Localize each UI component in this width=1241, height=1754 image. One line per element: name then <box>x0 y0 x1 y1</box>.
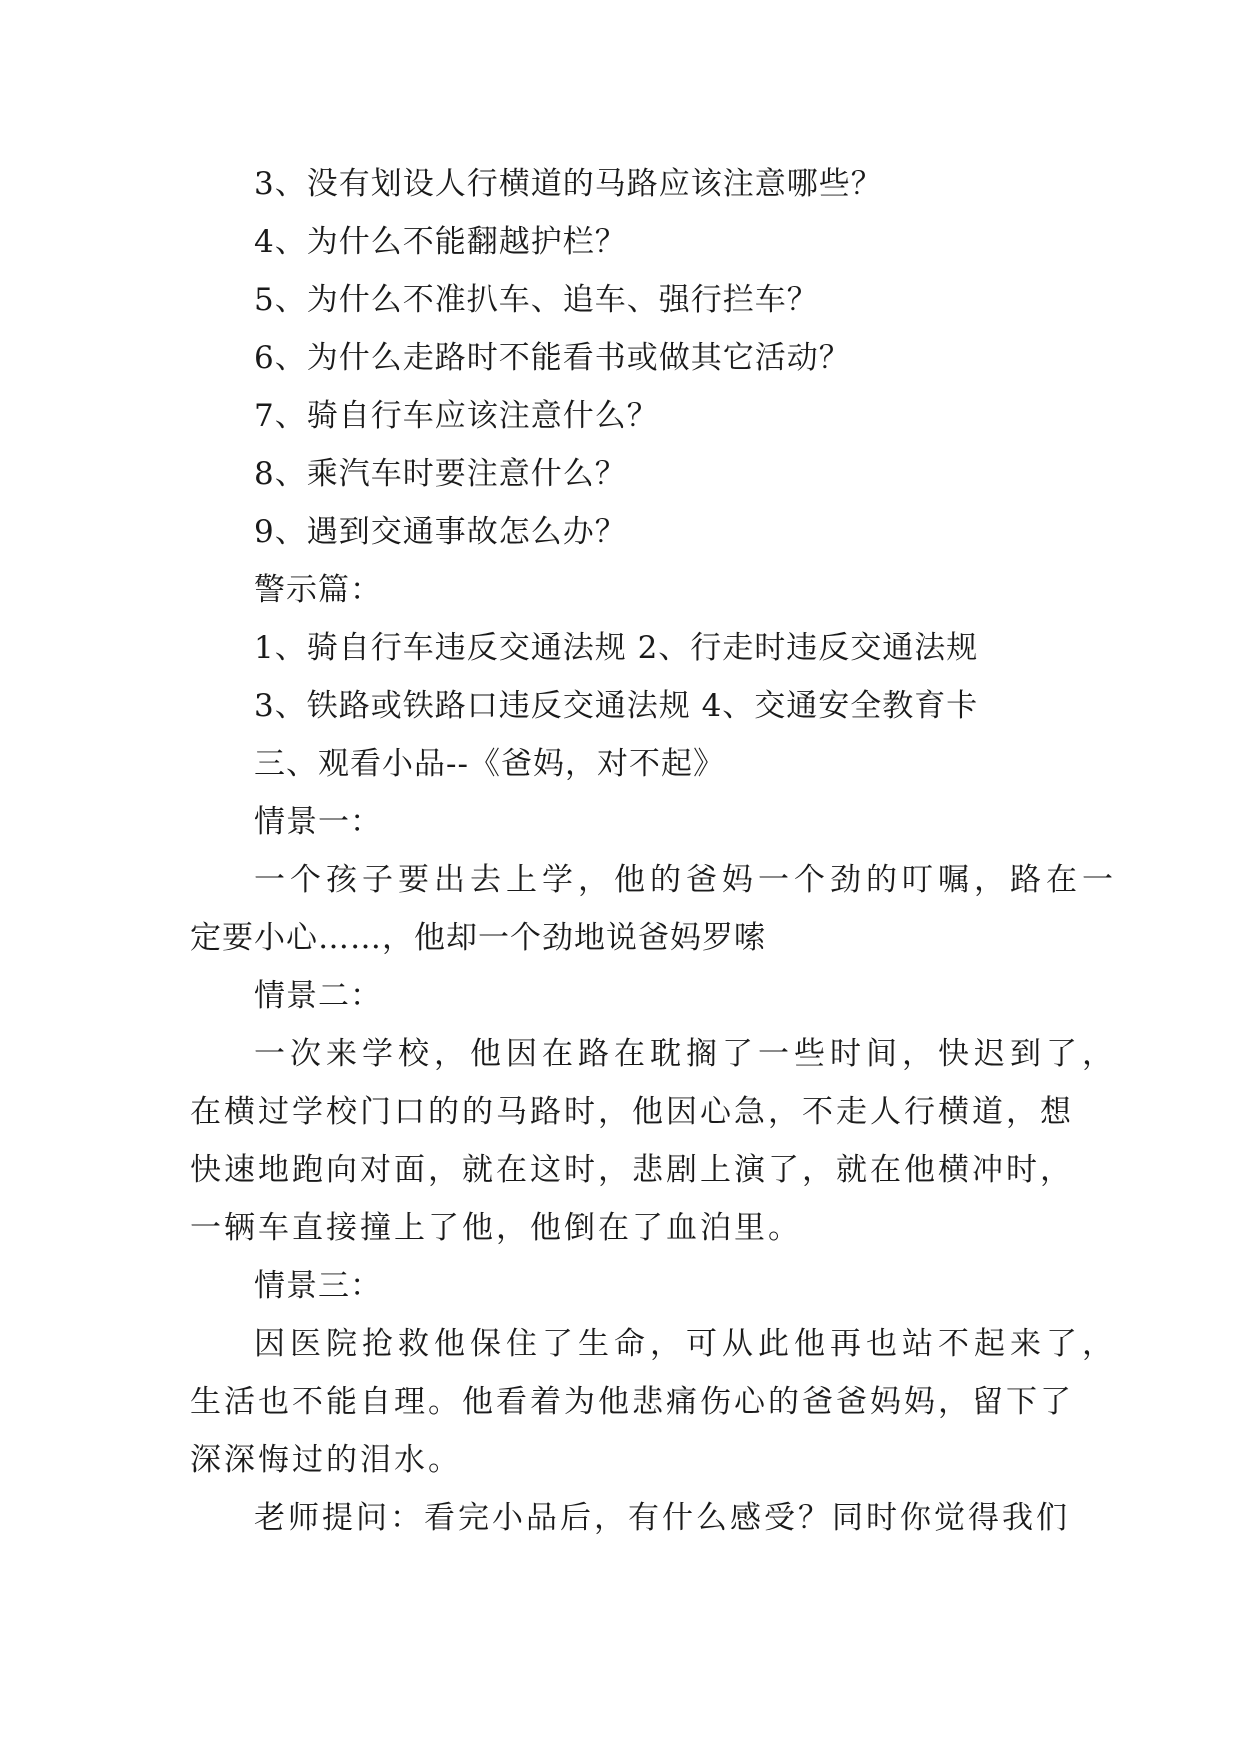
scene-2-text: 一次来学校，他因在路在耽搁了一些时间，快迟到了， <box>254 1036 1118 1072</box>
scene-1-text: 定要小心……，他却一个劲地说爸妈罗嗦 <box>190 920 766 956</box>
scene-3-text: 因医院抢救他保住了生命，可从此他再也站不起来了， <box>254 1326 1118 1362</box>
section-heading: 三、观看小品--《爸妈，对不起》 <box>254 746 725 782</box>
teacher-question: 老师提问：看完小品后，有什么感受？同时你觉得我们 <box>254 1500 1070 1536</box>
warning-item: 1、骑自行车违反交通法规 2、行走时违反交通法规 <box>254 630 979 666</box>
question-8: 8、乘汽车时要注意什么？ <box>254 456 627 492</box>
scene-1-heading: 情景一： <box>254 804 382 840</box>
warning-heading: 警示篇： <box>254 572 382 608</box>
scene-2-heading: 情景二： <box>254 978 382 1014</box>
scene-2-text: 在横过学校门口的的马路时，他因心急，不走人行横道，想 <box>190 1094 1074 1130</box>
scene-2-text: 一辆车直接撞上了他，他倒在了血泊里。 <box>190 1210 802 1246</box>
question-5: 5、为什么不准扒车、追车、强行拦车？ <box>254 282 819 318</box>
question-4: 4、为什么不能翻越护栏？ <box>254 224 627 260</box>
question-3: 3、没有划设人行横道的马路应该注意哪些？ <box>254 166 883 202</box>
scene-3-text: 深深悔过的泪水。 <box>190 1442 462 1478</box>
scene-3-heading: 情景三： <box>254 1268 382 1304</box>
question-6: 6、为什么走路时不能看书或做其它活动？ <box>254 340 851 376</box>
question-9: 9、遇到交通事故怎么办？ <box>254 514 627 550</box>
question-7: 7、骑自行车应该注意什么？ <box>254 398 659 434</box>
warning-item: 3、铁路或铁路口违反交通法规 4、交通安全教育卡 <box>254 688 979 724</box>
scene-1-text: 一个孩子要出去上学，他的爸妈一个劲的叮嘱，路在一 <box>254 862 1118 898</box>
scene-2-text: 快速地跑向对面，就在这时，悲剧上演了，就在他横冲时， <box>190 1152 1074 1188</box>
scene-3-text: 生活也不能自理。他看着为他悲痛伤心的爸爸妈妈，留下了 <box>190 1384 1074 1420</box>
